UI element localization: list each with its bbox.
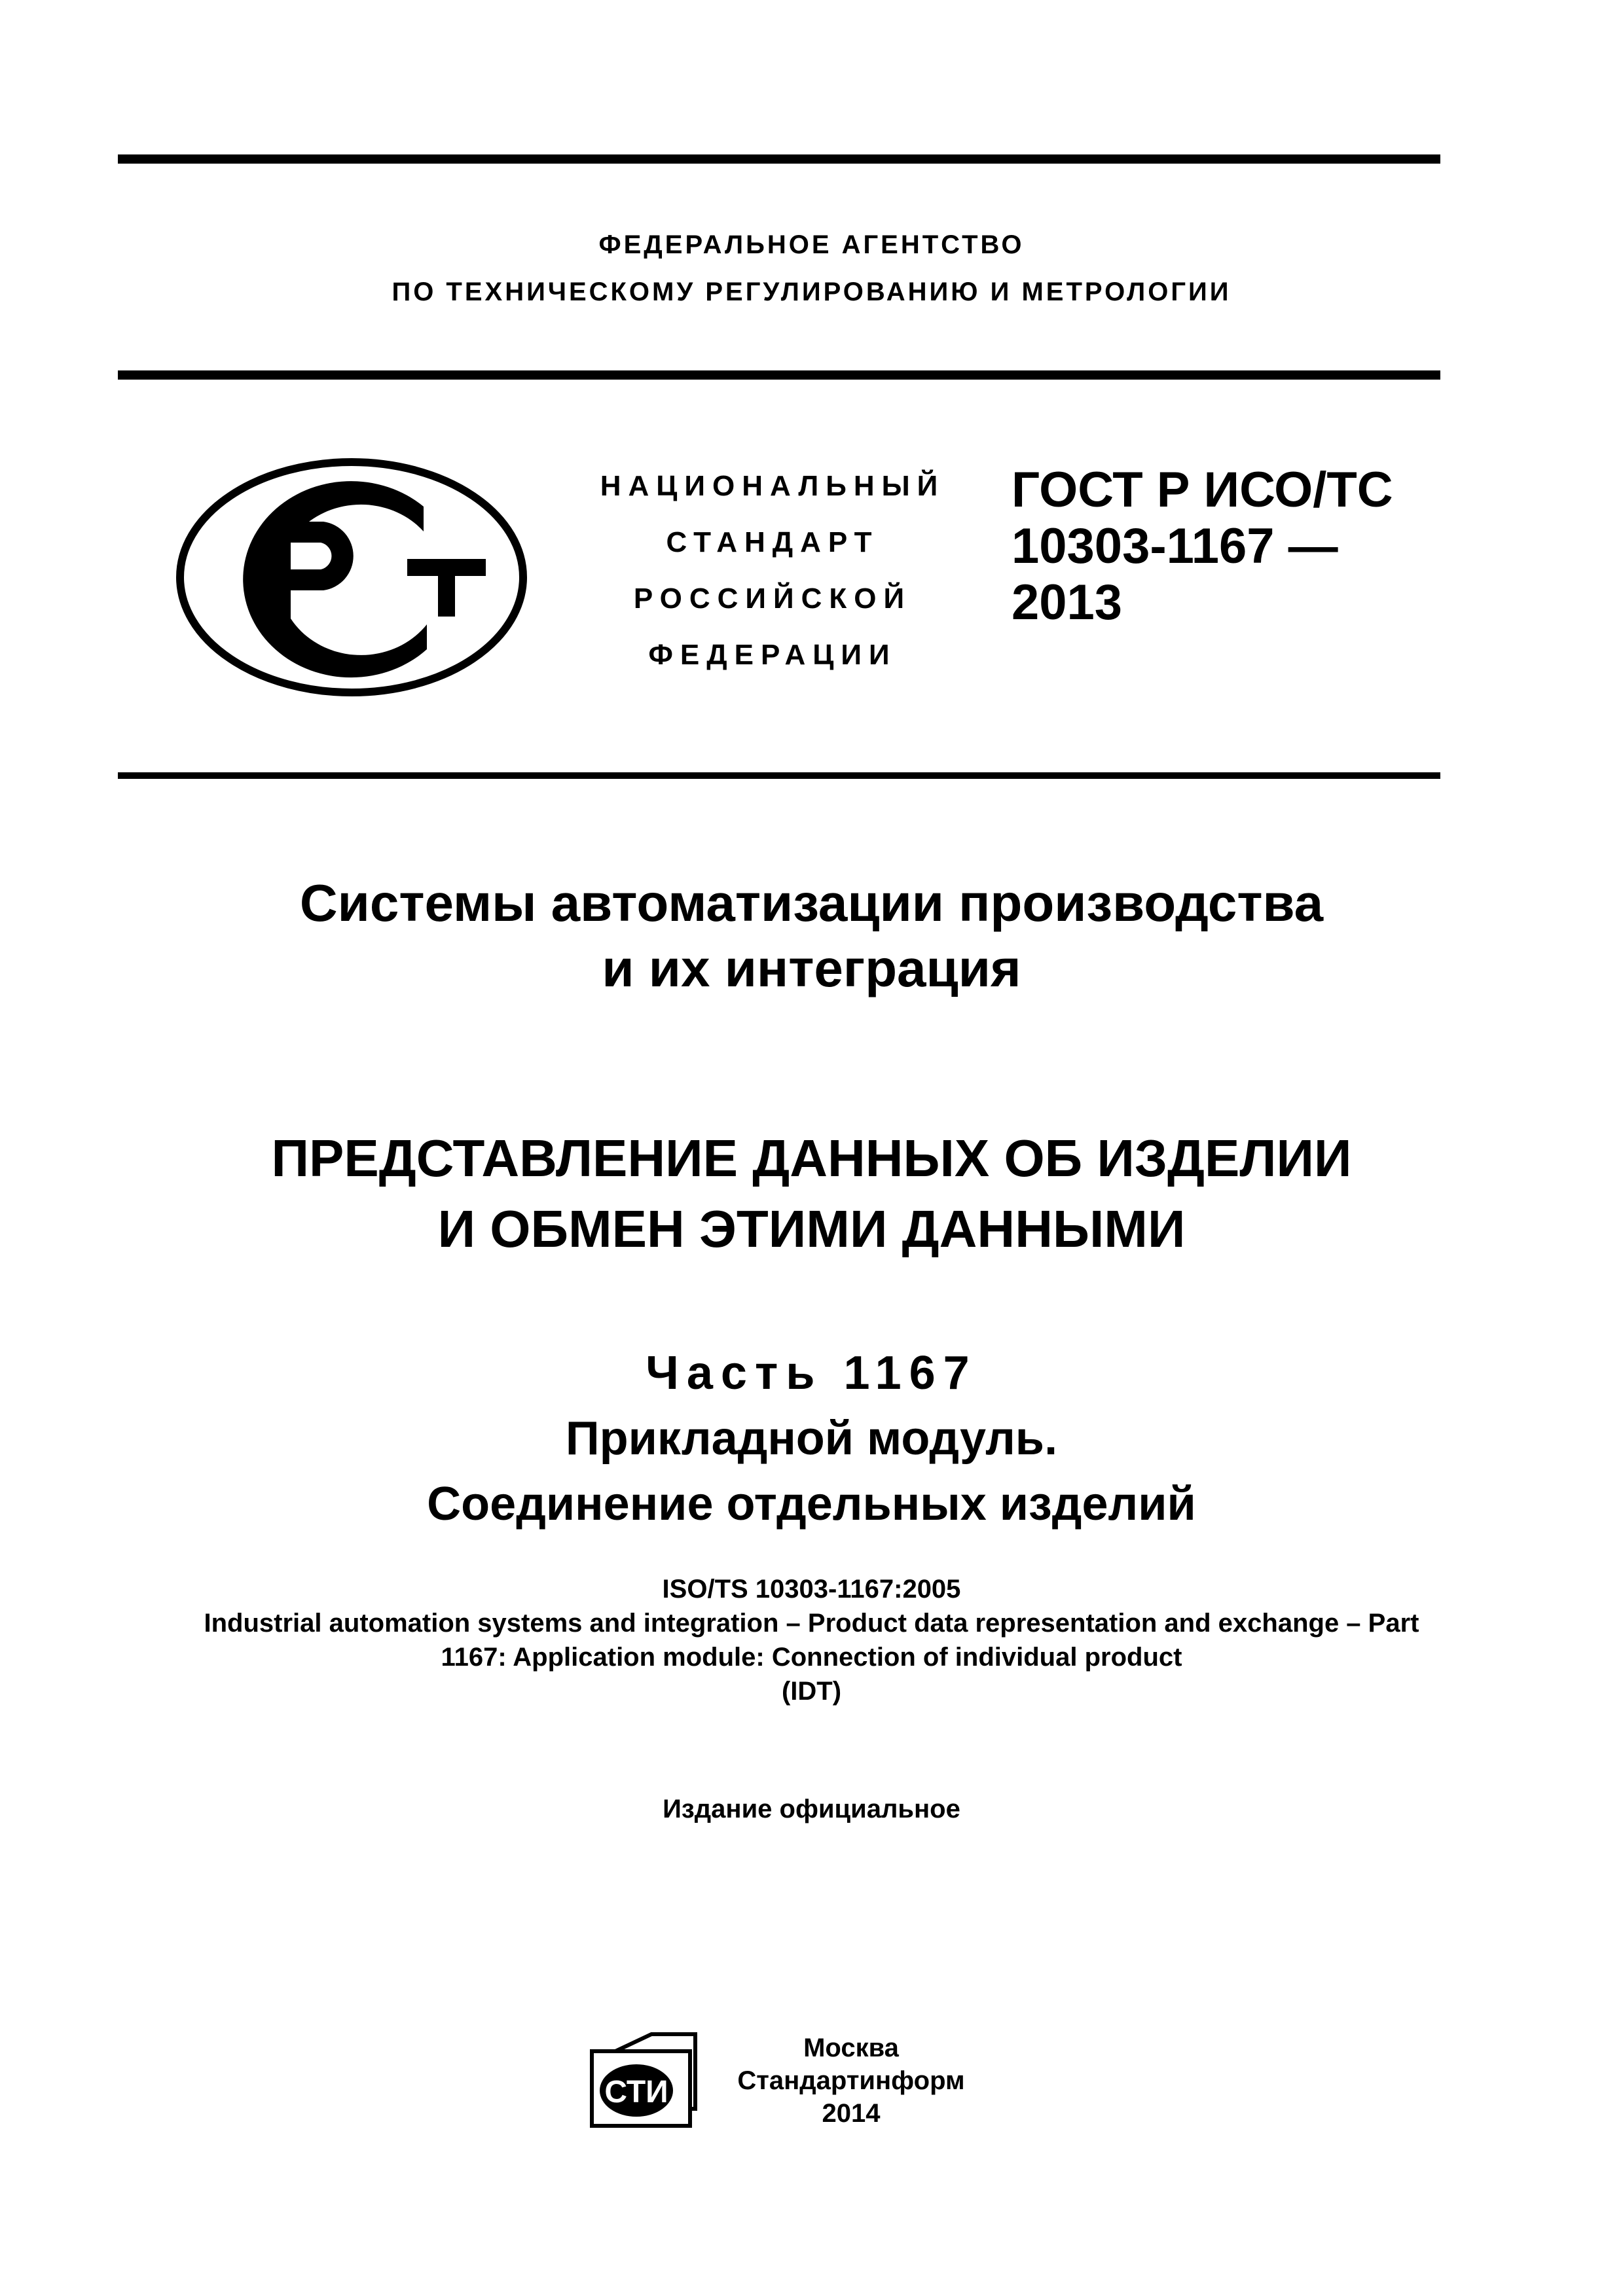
document-subtitle bbox=[0, 1123, 1623, 1265]
part-block bbox=[0, 1340, 1623, 1537]
edition-label: Издание официальное bbox=[663, 1795, 960, 1823]
standartinform-logo-icon bbox=[589, 2032, 701, 2130]
iso-line-1: Industrial automation systems and integration – Product data representation and exchange – Part bbox=[204, 1609, 1419, 1638]
part-line-1: Прикладной модуль. bbox=[565, 1412, 1058, 1465]
publisher-block bbox=[714, 2032, 989, 2130]
iso-ref: ISO/TS 10303-1167:2005 bbox=[662, 1575, 961, 1604]
middle-rule bbox=[118, 772, 1440, 779]
header-rule bbox=[118, 370, 1440, 380]
label-line-3: РОССИЙСКОЙ bbox=[633, 583, 912, 615]
publisher-name: Стандартинформ bbox=[737, 2066, 965, 2095]
part-line-2: Соединение отдельных изделий bbox=[427, 1478, 1196, 1530]
iso-line-3: (IDT) bbox=[781, 1677, 842, 1706]
agency-line-1: ФЕДЕРАЛЬНОЕ АГЕНТСТВО bbox=[598, 230, 1025, 259]
label-line-4: ФЕДЕРАЦИИ bbox=[648, 639, 897, 671]
gost-code-line-3: 2013 bbox=[1012, 575, 1123, 630]
title-line-2: и их интеграция bbox=[602, 939, 1021, 997]
subtitle-line-2: И ОБМЕН ЭТИМИ ДАННЫМИ bbox=[437, 1200, 1186, 1258]
gost-code-line-1: ГОСТ Р ИСО/ТС bbox=[1012, 462, 1393, 518]
agency-header bbox=[0, 221, 1623, 315]
agency-line-2: ПО ТЕХНИЧЕСКОМУ РЕГУЛИРОВАНИЮ И МЕТРОЛОГИИ bbox=[392, 278, 1231, 306]
publisher-logo-text: СТИ bbox=[604, 2075, 668, 2109]
national-standard-label bbox=[576, 458, 969, 683]
gost-code bbox=[1012, 462, 1393, 631]
part-heading: Часть 1167 bbox=[646, 1347, 977, 1399]
publisher-year: 2014 bbox=[822, 2099, 881, 2128]
gost-code-line-2: 10303-1167 — bbox=[1012, 518, 1338, 574]
title-line-1: Системы автоматизации производства bbox=[299, 874, 1324, 932]
label-line-1: НАЦИОНАЛЬНЫЙ bbox=[600, 470, 945, 502]
document-title bbox=[0, 870, 1623, 1001]
label-line-2: СТАНДАРТ bbox=[666, 526, 879, 558]
rst-logo-icon bbox=[172, 453, 532, 702]
top-rule bbox=[118, 154, 1440, 164]
iso-reference bbox=[0, 1572, 1623, 1708]
subtitle-line-1: ПРЕДСТАВЛЕНИЕ ДАННЫХ ОБ ИЗДЕЛИИ bbox=[271, 1129, 1352, 1187]
iso-line-2: 1167: Application module: Connection of individual product bbox=[441, 1643, 1182, 1672]
publisher-city: Москва bbox=[803, 2034, 899, 2062]
